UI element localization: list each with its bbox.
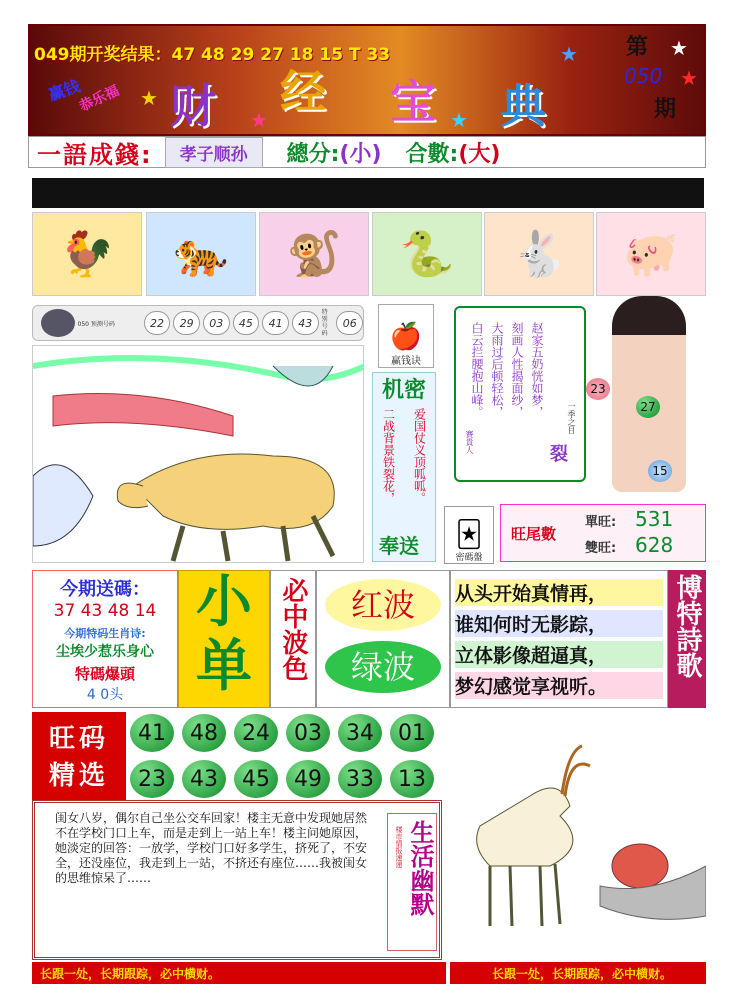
poem-line: 谁知何时无影踪， [455, 610, 663, 637]
special-ball: 06 [336, 311, 363, 335]
proverb-value: 孝子顺孙 [165, 137, 263, 168]
single-value: 531 [635, 507, 674, 531]
prediction-ball: 03 [203, 311, 230, 335]
lady-number: 23 [586, 378, 610, 400]
star-icon: ★ [680, 66, 698, 90]
hot-code-ball: 43 [182, 760, 226, 798]
ox-illustration [32, 345, 364, 563]
goat-drawing [450, 716, 706, 962]
hot-code-ball: 33 [338, 760, 382, 798]
hot-code-ball: 48 [182, 714, 226, 752]
poem-line: 立体影像超逼真， [455, 641, 663, 668]
special-label: 特别号码 [321, 309, 328, 337]
pig-icon: 🐖 [596, 212, 706, 296]
model-photo [592, 296, 706, 496]
total-label: 合數: [405, 141, 459, 167]
tiger-icon: 🐅 [146, 212, 256, 296]
poem-badge-text: 博特詩歌 [672, 574, 702, 678]
star-icon: ★ [140, 86, 158, 110]
poem-scroll [452, 300, 592, 490]
proverb-label: 一語成錢: [37, 140, 153, 169]
send-code-panel [32, 570, 178, 708]
hot-code-ball: 03 [286, 714, 330, 752]
poem-aside: 一季之目 [567, 402, 576, 434]
monkey-icon: 🐒 [259, 212, 369, 296]
tree-icon [41, 309, 75, 337]
banner-side-text-2: 恭乐福 [77, 82, 122, 116]
secret-footer: 奉送 [379, 534, 419, 558]
hot-code-ball: 45 [234, 760, 278, 798]
double-label: 雙旺: [585, 541, 617, 556]
poem-line: 从头开始真情再， [455, 579, 663, 606]
hot-code-label-top: 旺码 [48, 724, 109, 754]
rabbit-icon: 🐇 [484, 212, 594, 296]
prediction-ball: 45 [233, 311, 260, 335]
goat-illustration [450, 716, 706, 962]
red-wave: 红波 [325, 579, 441, 631]
wave-color-panel [316, 570, 450, 708]
poem-label: 今期特码生肖诗: [64, 627, 146, 640]
hot-code-ball: 24 [234, 714, 278, 752]
proverb-row [28, 136, 706, 168]
small-odd-panel [178, 570, 270, 708]
lady-number: 27 [636, 396, 660, 418]
hot-code-ball: 01 [390, 714, 434, 752]
dan-char: 单 [196, 634, 252, 699]
star-icon: ★ [450, 108, 468, 132]
star-icon: ★ [250, 108, 268, 132]
total-value: (大) [458, 141, 501, 167]
hot-code-label-bottom: 精选 [48, 761, 109, 791]
code-plate-label: 密碼盤 [455, 553, 483, 563]
must-color-panel [270, 570, 316, 708]
prediction-ball: 43 [292, 311, 319, 335]
black-divider-bar [32, 178, 704, 208]
draw-result-text: 049期开奖结果：47 48 29 27 18 15 T 33 [34, 45, 391, 65]
header-banner [28, 24, 706, 136]
secret-col-right: 二战背景铁裂花， [381, 408, 396, 504]
poem-big-char: 裂 [550, 444, 568, 465]
title-char-1: 财 [170, 79, 216, 133]
sum-value: (小) [339, 141, 382, 167]
hot-code-ball: 34 [338, 714, 382, 752]
apple-icon: 🍎 [389, 322, 423, 352]
footer-right: 长跟一处，长期跟踪，必中横财。 [450, 962, 706, 984]
issue-label-bottom: 期 [654, 97, 677, 122]
code-plate [444, 506, 494, 564]
must-color-text: 必中波色 [278, 577, 308, 681]
send-code-values: 37 43 48 14 [53, 601, 157, 621]
poem-col-1: 赵家五奶恍如梦， [530, 322, 544, 418]
poem-col-2: 刻画人性揭面纱， [510, 322, 524, 418]
win-badge-text: 赢钱诀 [391, 356, 421, 367]
double-value: 628 [635, 533, 674, 557]
xiao-char: 小 [196, 570, 252, 635]
single-label: 單旺: [585, 515, 617, 530]
humor-side-small: 楼市情报速递 [395, 826, 403, 868]
prediction-ball: 41 [262, 311, 289, 335]
ox-drawing [33, 346, 364, 563]
title-char-3: 宝 [390, 75, 436, 129]
prediction-ball: 22 [144, 311, 171, 335]
head-label: 特碼爆頭 [74, 665, 135, 683]
head-value: 4 0头 [86, 687, 124, 703]
hot-code-ball: 49 [286, 760, 330, 798]
banner-side-text-1: 赢钱 [46, 76, 83, 105]
prediction-ball-row [32, 305, 364, 341]
hot-code-label [32, 712, 126, 800]
rooster-icon: 🐓 [32, 212, 142, 296]
poem-author: 賽貴人 [465, 430, 474, 454]
secret-col-left: 爱国仗义顶呱呱。 [412, 408, 427, 504]
title-char-4: 典 [500, 79, 546, 133]
poem-line: 梦幻感觉享视听。 [455, 672, 663, 699]
title-char-2: 经 [280, 65, 326, 119]
send-code-title: 今期送碼： [60, 579, 150, 600]
four-line-poem [450, 570, 668, 708]
green-wave: 绿波 [325, 641, 441, 693]
tail-label: 旺尾數 [511, 525, 557, 543]
humor-panel [32, 800, 442, 960]
issue-label-top: 第 [626, 35, 649, 60]
hot-code-grid [130, 712, 442, 800]
hot-code-ball: 13 [390, 760, 434, 798]
lady-number: 15 [648, 460, 672, 482]
humor-side-label: 生活幽默 [406, 820, 434, 916]
poem-col-4: 白云拦腰抱山峰。 [470, 322, 484, 418]
cards-icon: 🃏 [455, 520, 483, 550]
snake-icon: 🐍 [372, 212, 482, 296]
secret-box [372, 372, 436, 562]
star-icon: ★ [670, 36, 688, 60]
footer-left: 长跟一处，长期跟踪，必中横财。 [32, 962, 446, 984]
poem-badge [668, 570, 706, 708]
humor-text: 闺女八岁，偶尔自己坐公交车回家！楼主无意中发现她居然不在学校门口上车，而是走到上一站上车！楼主问她原因，她淡定的回答：一放学，学校门口好多学生，挤死了，不安全，还没座位，我走到上一站，不挤还有座位……我被闺女的思维惊呆了…… [55, 811, 368, 885]
issue-number: 050 [624, 64, 663, 88]
star-icon: ★ [560, 42, 578, 66]
secret-heading: 机密 [381, 378, 426, 403]
poem-col-3: 大雨过后顿轻松， [490, 322, 504, 418]
sum-label: 總分: [286, 141, 340, 167]
win-badge [378, 304, 434, 368]
prediction-ball: 29 [173, 311, 200, 335]
zodiac-poem: 尘埃少惹乐身心 [56, 644, 154, 660]
hot-code-ball: 41 [130, 714, 174, 752]
hot-code-ball: 23 [130, 760, 174, 798]
tail-panel [500, 504, 706, 562]
prediction-label: 050 预测号码 [77, 320, 115, 328]
